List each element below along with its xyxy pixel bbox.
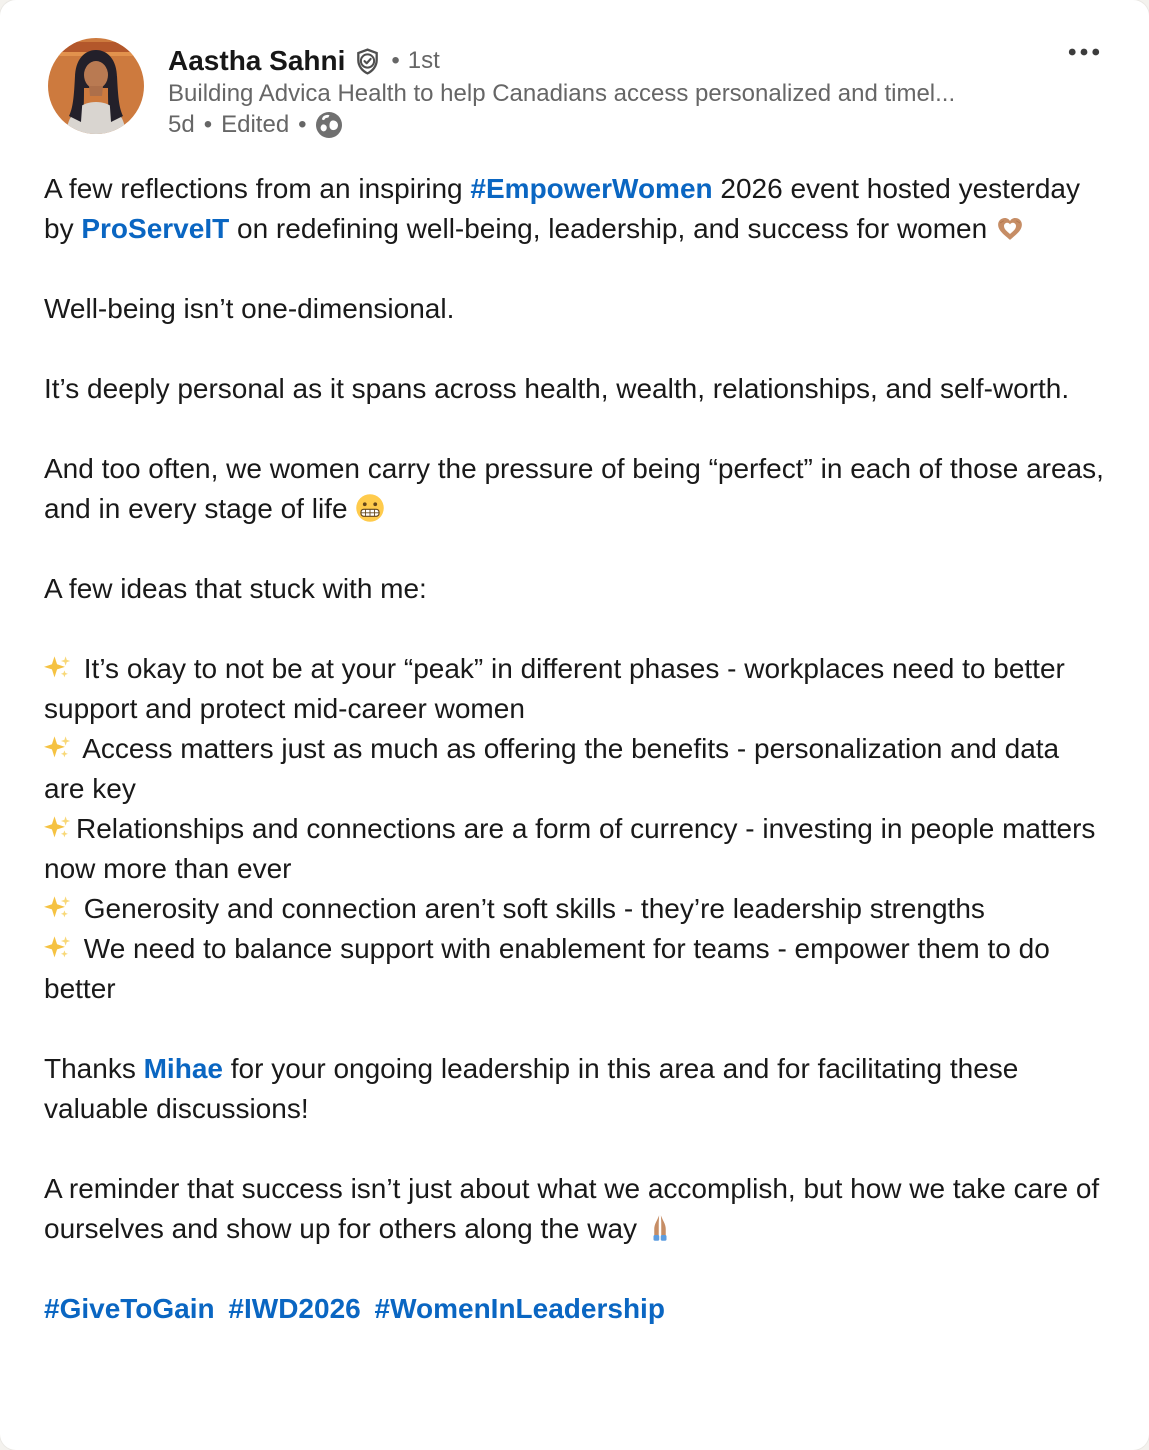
post-meta-row — [168, 109, 1105, 141]
list-item — [44, 929, 1105, 1009]
list-item — [44, 889, 1105, 929]
hashtag-empowerwomen[interactable]: #EmpowerWomen — [470, 173, 713, 204]
paragraph-hashtags — [44, 1289, 1105, 1329]
text-segment: It’s deeply personal as it spans across health, wealth, relationships, and self-worth. — [44, 373, 1070, 404]
verified-shield-icon[interactable] — [354, 48, 381, 75]
avatar-photo — [48, 38, 144, 134]
sparkles-emoji — [44, 894, 72, 922]
paragraph-ideas-heading — [44, 569, 1105, 609]
connection-degree: 1st — [407, 47, 440, 74]
text-segment: for your ongoing leadership in this area and for facilitating these valuable discussions! — [44, 1053, 1019, 1124]
paragraph-personal — [44, 369, 1105, 409]
hashtag-givetogain[interactable]: #GiveToGain — [44, 1293, 215, 1324]
post-menu-button[interactable] — [1061, 40, 1107, 67]
text-segment: And too often, we women carry the pressure of being “perfect” in each of those areas, and in every stage of life — [44, 453, 1104, 524]
text-segment: We need to balance support with enablement for teams - empower them to do better — [44, 933, 1050, 1004]
ideas-list — [44, 649, 1105, 1009]
ellipsis-icon — [1067, 46, 1101, 58]
paragraph-intro — [44, 169, 1105, 249]
list-item — [44, 649, 1105, 729]
connection-separator: • — [391, 47, 400, 74]
meta-dot: • — [203, 111, 213, 138]
meta-dot: • — [298, 111, 307, 138]
paragraph-thanks — [44, 1049, 1105, 1129]
text-segment: A few reflections from an inspiring — [44, 173, 471, 204]
sparkles-emoji — [44, 814, 72, 842]
hashtag-womeninleadership[interactable]: #WomenInLeadership — [374, 1293, 665, 1324]
text-segment: Thanks — [44, 1053, 144, 1084]
sparkles-emoji — [44, 934, 72, 962]
text-segment: Access matters just as much as offering the benefits - personalization and data are key — [44, 733, 1060, 804]
folded-hands-emoji — [645, 1213, 675, 1243]
author-name-row — [168, 44, 1105, 78]
text-segment: 2026 event hosted yesterday by — [44, 173, 1080, 244]
mention-mihae[interactable]: Mihae — [143, 1053, 223, 1084]
post-body — [0, 141, 1149, 1329]
paragraph-pressure — [44, 449, 1105, 529]
heart-hands-emoji — [995, 213, 1025, 243]
sparkles-emoji — [44, 734, 72, 762]
author-name[interactable]: Aastha Sahni — [168, 45, 346, 76]
post-timestamp: 5d — [168, 111, 195, 138]
text-segment: on redefining well-being, leadership, and success for women — [229, 213, 995, 244]
hashtag-iwd2026[interactable]: #IWD2026 — [228, 1293, 361, 1324]
text-segment: A few ideas that stuck with me: — [44, 573, 427, 604]
paragraph-reminder — [44, 1169, 1105, 1249]
header-text-column — [168, 38, 1105, 141]
avatar[interactable] — [48, 38, 144, 134]
sparkles-emoji — [44, 654, 72, 682]
grimacing-face-emoji — [355, 493, 385, 523]
post-header — [0, 0, 1149, 141]
text-segment: Well-being isn’t one-dimensional. — [44, 293, 455, 324]
list-item — [44, 729, 1105, 809]
globe-icon — [316, 112, 342, 138]
mention-proserveit[interactable]: ProServeIT — [81, 213, 230, 244]
text-segment: Generosity and connection aren’t soft skills - they’re leadership strengths — [76, 893, 985, 924]
author-headline: Building Advica Health to help Canadians access personalized and timel... — [168, 80, 956, 107]
text-segment: It’s okay to not be at your “peak” in different phases - workplaces need to better support and protect mid-career women — [44, 653, 1065, 724]
text-segment: Relationships and connections are a form of currency - investing in people matters now more than ever — [44, 813, 1096, 884]
text-segment: A reminder that success isn’t just about what we accomplish, but how we take care of ourselves and show up for others along the way — [44, 1173, 1100, 1244]
edited-label: Edited — [221, 111, 290, 138]
paragraph-wellbeing — [44, 289, 1105, 329]
list-item — [44, 809, 1105, 889]
